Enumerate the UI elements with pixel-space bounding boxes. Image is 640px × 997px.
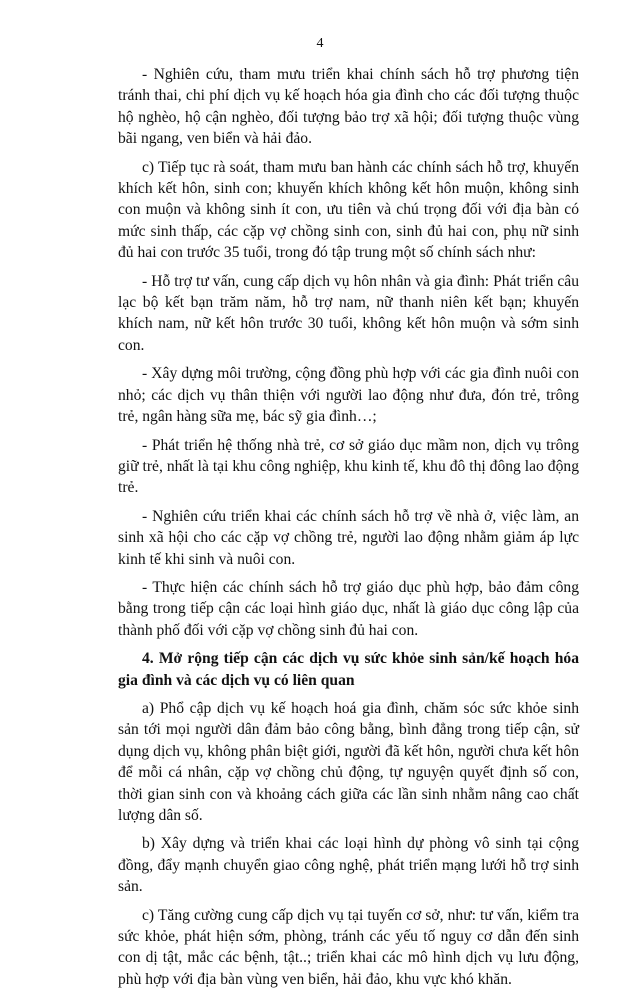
- paragraph-family-friendly-environment: - Xây dựng môi trường, cộng đồng phù hợp với các gia đình nuôi con nhỏ; các dịch vụ thân thiện với người lao động như đưa, đón trẻ, trông trẻ, ngân hàng sữa mẹ, bác sỹ gia đình…;: [118, 365, 579, 426]
- paragraph-contraception-support: - Nghiên cứu, tham mưu triển khai chính sách hỗ trợ phương tiện tránh thai, chi phí dịch vụ kế hoạch hóa gia đình cho các đối tượng thuộc hộ nghèo, hộ cận nghèo, đối tượng bảo trợ xã hội; đối tượng thuộc vùng bãi ngang, ven biển và hải đảo.: [118, 66, 579, 148]
- section-heading-4: 4. Mở rộng tiếp cận các dịch vụ sức khỏe sinh sản/kế hoạch hóa gia đình và các dịch vụ có liên quan: [118, 650, 579, 689]
- page-number: 4: [316, 36, 324, 51]
- paragraph-education-support: - Thực hiện các chính sách hỗ trợ giáo dục phù hợp, bảo đảm công bằng trong tiếp cận các loại hình giáo dục, nhất là giáo dục công lập của thành phố đối với cặp vợ chồng sinh đủ hai con.: [118, 578, 579, 639]
- paragraph-housing-support: - Nghiên cứu triển khai các chính sách hỗ trợ về nhà ở, việc làm, an sinh xã hội cho các cặp vợ chồng trẻ, người lao động nhằm giảm áp lực kinh tế khi sinh và nuôi con.: [118, 507, 579, 568]
- paragraph-universal-family-planning: a) Phổ cập dịch vụ kế hoạch hoá gia đình, chăm sóc sức khỏe sinh sản tới mọi người dân đảm bảo công bằng, bình đẳng trong tiếp cận, sử dụng dịch vụ, không phân biệt giới, người đã kết hôn, người chưa kết hôn để mỗi cá nhân, cặp vợ chồng chủ động, tự nguyện quyết định số con, thời gian sinh con và khoảng cách giữa các lần sinh nhằm nâng cao chất lượng dân số.: [118, 699, 579, 824]
- document-body: [118, 64, 579, 997]
- paragraph-infertility-prevention: b) Xây dựng và triển khai các loại hình dự phòng vô sinh tại cộng đồng, đẩy mạnh chuyển giao công nghệ, phát triển mạng lưới hỗ trợ sinh sản.: [118, 835, 579, 896]
- paragraph-childcare-system: - Phát triển hệ thống nhà trẻ, cơ sở giáo dục mầm non, dịch vụ trông giữ trẻ, nhất là tại khu công nghiệp, khu kinh tế, khu đô thị đông lao động trẻ.: [118, 436, 579, 497]
- paragraph-grassroots-services: c) Tăng cường cung cấp dịch vụ tại tuyến cơ sở, như: tư vấn, kiểm tra sức khỏe, phát hiện sớm, phòng, tránh các yếu tố nguy cơ dẫn đến sinh con dị tật, mắc các bệnh, tật..; triển khai các mô hình dịch vụ lưu động, phù hợp với địa bàn vùng ven biển, hải đảo, khu vực khó khăn.: [118, 906, 579, 988]
- paragraph-marriage-counseling: - Hỗ trợ tư vấn, cung cấp dịch vụ hôn nhân và gia đình: Phát triển câu lạc bộ kết bạn trăm năm, hỗ trợ nam, nữ thanh niên kết bạn; khuyến khích nam, nữ kết hôn trước 30 tuổi, không kết hôn muộn và sớm sinh con.: [118, 272, 579, 354]
- paragraph-marriage-childbirth-policies: c) Tiếp tục rà soát, tham mưu ban hành các chính sách hỗ trợ, khuyến khích kết hôn, sinh con; khuyến khích không kết hôn muộn, không sinh con muộn và không sinh ít con, ưu tiên và chú trọng đối với địa bàn có mức sinh thấp, các cặp vợ chồng sinh con, sinh đủ hai con, phụ nữ sinh đủ hai con trước 35 tuổi, trong đó tập trung một số chính sách như:: [118, 158, 579, 262]
